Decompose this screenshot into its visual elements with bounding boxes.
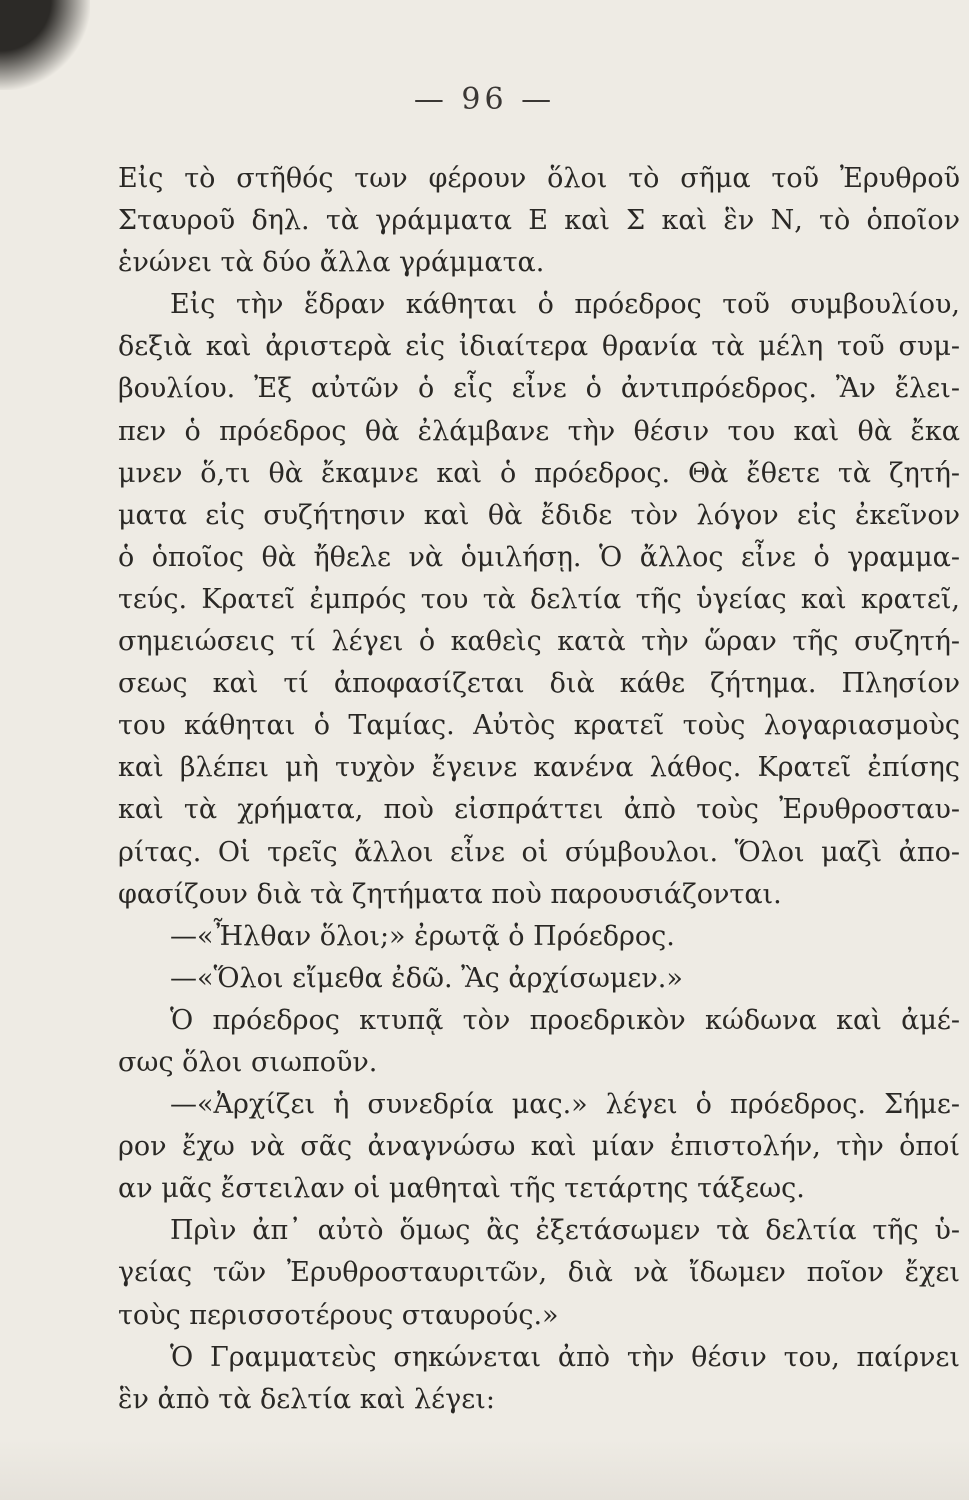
text-line: σεως καὶ τί ἀποφασίζεται διὰ κάθε ζήτημα. Πλησίον: [118, 668, 960, 700]
text-line: Σταυροῦ δηλ. τὰ γράμματα Ε καὶ Σ καὶ ἓν Ν, τὸ ὁποῖον: [118, 205, 960, 237]
text-line: καὶ βλέπει μὴ τυχὸν ἔγεινε κανένα λάθος. Κρατεῖ ἐπίσης: [118, 752, 960, 784]
dialogue-line: —«Ἀρχίζει ἡ συνεδρία μας.» λέγει ὁ πρόεδρος. Σήμε-: [170, 1089, 960, 1121]
text-line: τεύς. Κρατεῖ ἐμπρός του τὰ δελτία τῆς ὑγείας καὶ κρατεῖ,: [118, 583, 960, 615]
text-line: Πρὶν ἀπ᾽ αὐτὸ ὅμως ἂς ἐξετάσωμεν τὰ δελτία τῆς ὑ-: [170, 1215, 960, 1247]
page-shadow: [0, 1440, 969, 1500]
text-line: σως ὅλοι σιωποῦν.: [118, 1046, 378, 1078]
text-line: μνεν ὅ,τι θὰ ἔκαμνε καὶ ὁ πρόεδρος. Θὰ ἔθετε τὰ ζητή-: [118, 457, 960, 489]
text-line: πεν ὁ πρόεδρος θὰ ἐλάμβανε τὴν θέσιν του καὶ θὰ ἔκα: [118, 415, 960, 447]
text-line: Ὁ Γραμματεὺς σηκώνεται ἀπὸ τὴν θέσιν του, παίρνει: [170, 1341, 960, 1373]
text-line: δεξιὰ καὶ ἀριστερὰ εἰς ἰδιαίτερα θρανία τὰ μέλη τοῦ συμ-: [118, 331, 960, 363]
text-line: του κάθηται ὁ Ταμίας. Αὐτὸς κρατεῖ τοὺς λογαριασμοὺς: [118, 710, 960, 742]
text-line: Εἰς τὴν ἕδραν κάθηται ὁ πρόεδρος τοῦ συμβουλίου,: [170, 289, 960, 321]
text-line: Εἰς τὸ στῆθός των φέρουν ὅλοι τὸ σῆμα τοῦ Ἐρυθροῦ: [118, 163, 960, 194]
text-line: γείας τῶν Ἐρυθροσταυριτῶν, διὰ νὰ ἴδωμεν ποῖον ἔχει: [118, 1257, 960, 1289]
text-line: ἑνώνει τὰ δύο ἄλλα γράμματα.: [118, 247, 545, 279]
text-line: ρίτας. Οἱ τρεῖς ἄλλοι εἶνε οἱ σύμβουλοι. Ὅλοι μαζὶ ἀπο-: [118, 836, 960, 868]
text-line: ὁ ὁποῖος θὰ ἤθελε νὰ ὁμιλήσῃ. Ὁ ἄλλος εἶνε ὁ γραμμα-: [118, 541, 960, 573]
text-line: Ὁ πρόεδρος κτυπᾷ τὸν προεδρικὸν κώδωνα καὶ ἀμέ-: [170, 1004, 960, 1036]
text-line: ματα εἰς συζήτησιν καὶ θὰ ἔδιδε τὸν λόγον εἰς ἐκεῖνον: [118, 499, 960, 531]
page-number: — 96 —: [413, 82, 556, 117]
dialogue-line: —«Ὅλοι εἴμεθα ἐδῶ. Ἂς ἀρχίσωμεν.»: [170, 962, 683, 994]
text-line: τοὺς περισσοτέρους σταυρούς.»: [118, 1299, 559, 1331]
text-line: καὶ τὰ χρήματα, ποὺ εἰσπράττει ἀπὸ τοὺς Ἐρυθροσταυ-: [118, 794, 960, 826]
body-text: [118, 158, 960, 1421]
text-line: αν μᾶς ἔστειλαν οἱ μαθηταὶ τῆς τετάρτης τάξεως.: [118, 1173, 805, 1205]
text-line: ρον ἔχω νὰ σᾶς ἀναγνώσω καὶ μίαν ἐπιστολήν, τὴν ὁποί: [118, 1131, 960, 1163]
text-line: βουλίου. Ἐξ αὐτῶν ὁ εἷς εἶνε ὁ ἀντιπρόεδρος. Ἂν ἔλει-: [118, 373, 960, 405]
text-line: σημειώσεις τί λέγει ὁ καθεὶς κατὰ τὴν ὥραν τῆς συζητή-: [118, 626, 960, 658]
dialogue-line: —«Ἦλθαν ὅλοι;» ἐρωτᾷ ὁ Πρόεδρος.: [170, 920, 675, 952]
text-line: φασίζουν διὰ τὰ ζητήματα ποὺ παρουσιάζονται.: [118, 878, 782, 910]
text-line: ἓν ἀπὸ τὰ δελτία καὶ λέγει:: [118, 1383, 495, 1415]
